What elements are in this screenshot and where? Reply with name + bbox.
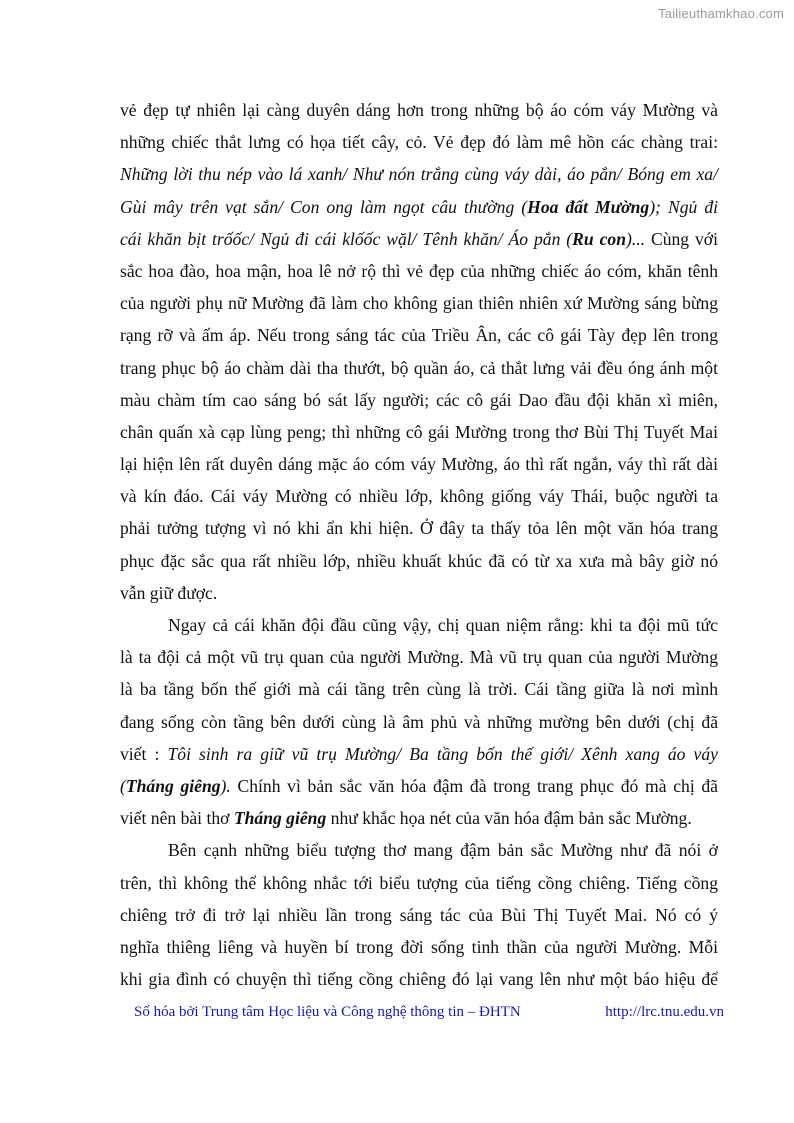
- text-line: cái khăn bịt trốốc/ Ngủ đi cái klốốc wặl/ Tênh khăn/ Áo pắn (Ru con)... Cùng với: [120, 228, 718, 249]
- text-line: là ba tầng bốn thế giới mà cái tầng trên cùng là trời. Cái tầng giữa là nơi mình: [120, 679, 718, 700]
- text-line: Bên cạnh những biểu tượng thơ mang đậm bản sắc Mường như đã nói ở: [168, 840, 718, 861]
- text-line: Ngay cả cái khăn đội đầu cũng vậy, chị quan niệm rằng: khi ta đội mũ tức: [168, 615, 718, 635]
- text-line: khi gia đình có chuyện thì tiếng cồng chiêng đó lại vang lên như một báo hiệu để: [120, 969, 718, 990]
- text-line: trang phục bộ áo chàm dài tha thướt, bộ quần áo, cả thắt lưng vải đều óng ánh một: [120, 357, 718, 378]
- text-line: những chiếc thắt lưng có họa tiết cây, cỏ. Vẻ đẹp đó làm mê hồn các chàng trai:: [120, 132, 718, 153]
- text-line: lại hiện lên rất duyên dáng mặc áo cóm váy Mường, áo thì rất ngắn, váy thì rất dài: [120, 454, 718, 475]
- text-line: là ta đội cả một vũ trụ quan của người Mường. Mà vũ trụ quan của người Mường: [120, 647, 718, 668]
- watermark: Tailieuthamkhao.com: [658, 6, 784, 21]
- footer-left-text: Số hóa bởi Trung tâm Học liệu và Công nghệ thông tin – ĐHTN: [134, 1004, 521, 1020]
- text-line: (Tháng giêng). Chính vì bản sắc văn hóa đậm đà trong trang phục đó mà chị đã: [120, 775, 718, 796]
- text-line: sắc hoa đào, hoa mận, hoa lê nở rộ thì vẻ đẹp của những chiếc áo cóm, khăn tênh: [120, 260, 718, 281]
- document-body: [120, 94, 718, 995]
- text-line: chân quấn xà cạp lùng peng; thì những cô gái Mường trong thơ Bùi Thị Tuyết Mai: [120, 421, 718, 442]
- text-line: đang sống còn tầng bên dưới cùng là âm phủ và những mường bên dưới (chị đã: [120, 711, 718, 732]
- text-line: viết : Tôi sinh ra giữ vũ trụ Mường/ Ba tầng bốn thế giới/ Xênh xang áo váy: [120, 743, 718, 764]
- text-line: trên, thì không thể không nhắc tới biểu tượng của tiếng cồng chiêng. Tiếng cồng: [120, 872, 718, 893]
- text-line: và kín đáo. Cái váy Mường có nhiều lớp, không giống váy Thái, buộc người ta: [120, 486, 718, 507]
- footer-url: http://lrc.tnu.edu.vn: [605, 1004, 724, 1020]
- text-line: phải tưởng tượng vì nó khi ẩn khi hiện. Ở đây ta thấy tỏa lên một văn hóa trang: [120, 518, 718, 539]
- text-line: vẫn giữ được.: [120, 582, 218, 603]
- text-line: vẻ đẹp tự nhiên lại càng duyên dáng hơn trong những bộ áo cóm váy Mường và: [120, 100, 718, 120]
- text-line: rạng rỡ và ấm áp. Nếu trong sáng tác của Triều Ân, các cô gái Tày đẹp lên trong: [120, 325, 718, 346]
- page-footer: [134, 1004, 724, 1021]
- text-line: của người phụ nữ Mường đã làm cho không gian thiên nhiên xứ Mường sáng bừng: [120, 293, 718, 314]
- text-line: nghĩa thiêng liêng và huyền bí trong đời sống tinh thần của người Mường. Mỗi: [120, 936, 718, 957]
- text-line: Những lời thu nép vào lá xanh/ Như nón trắng cùng váy dài, áo pắn/ Bóng em xa/: [120, 164, 718, 185]
- text-line: màu chàm tím cao sáng bó sát lấy người; các cô gái Dao đầu đội khăn xì miên,: [120, 389, 718, 410]
- text-line: chiêng trở đi trở lại nhiều lần trong sáng tác của Bùi Thị Tuyết Mai. Nó có ý: [120, 904, 718, 925]
- text-line: viết nên bài thơ Tháng giêng như khắc họa nét của văn hóa đậm bản sắc Mường.: [120, 808, 692, 829]
- text-line: phục đặc sắc qua rất nhiều lớp, nhiều khuất khúc đã có từ xa xưa mà bây giờ nó: [120, 550, 718, 571]
- text-line: Gùi mây trên vạt sắn/ Con ong làm ngọt câu thường (Hoa đất Mường); Ngủ đi: [120, 196, 719, 217]
